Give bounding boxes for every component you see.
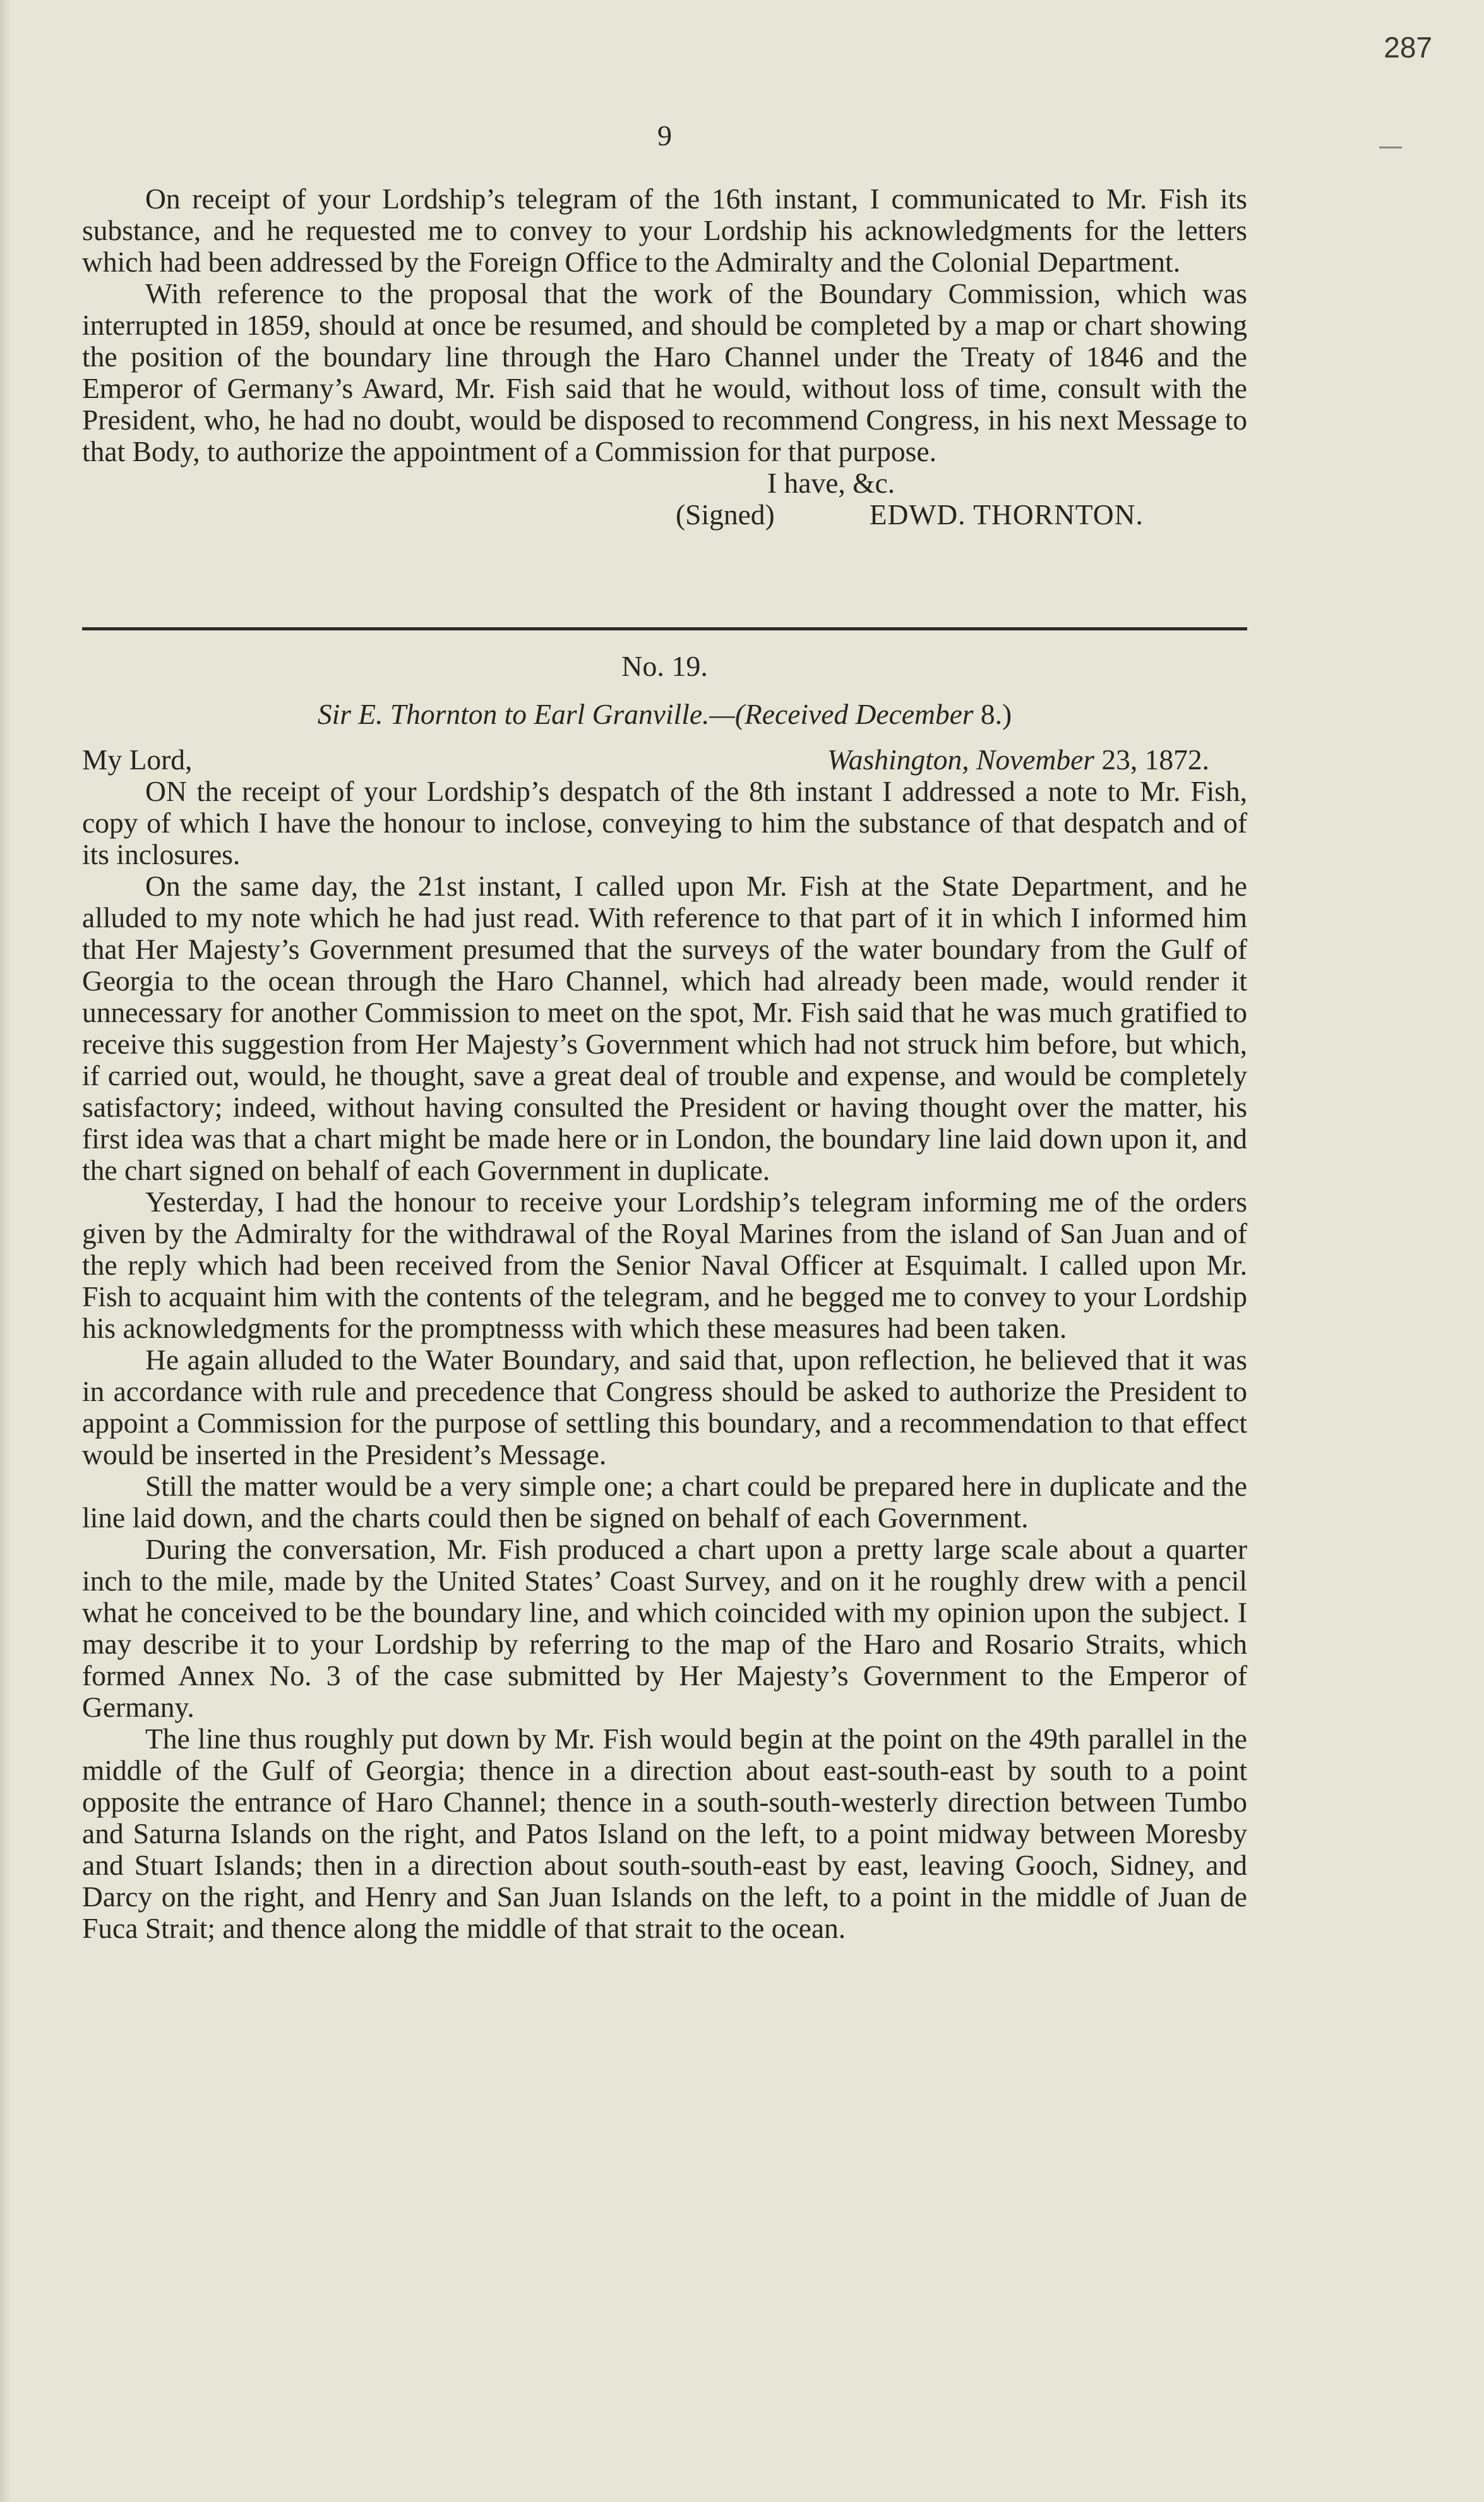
paragraph: Still the matter would be a very simple one; a chart could be prepared here in duplicate and the line laid down, and the charts could then be signed on behalf of each Government. xyxy=(82,1470,1247,1534)
paragraph: During the conversation, Mr. Fish produced a chart upon a pretty large scale about a quarter inch to the mile, made by the United States’ Coast Survey, and on it he roughly drew with a pencil what he conceived to be the boundary line, and which coincided with my opinion upon the subject. I may describe it to your Lordship by referring to the map of the Haro and Rosario Straits, which formed Annex No. 3 of the case submitted by Her Majesty’s Government to the Emperor of Germany. xyxy=(82,1533,1247,1723)
heading-date: 8.) xyxy=(973,698,1012,730)
section-divider xyxy=(82,627,1247,630)
previous-despatch-ending xyxy=(82,183,1247,531)
dateline-date: 23, 1872. xyxy=(1094,743,1209,776)
page-number: 9 xyxy=(657,119,672,152)
paragraph: He again alluded to the Water Boundary, and said that, upon reflection, he believed that it was in accordance with rule and precedence that Congress should be asked to authorize the President to appoint a Commission for the purpose of settling this boundary, and a recommendation to that effect would be inserted in the President’s Message. xyxy=(82,1344,1247,1471)
paragraph: On receipt of your Lordship’s telegram of the 16th instant, I communicated to Mr. Fish its substance, and he requested me to convey to your Lordship his acknowledgments for the letters which had been addressed by the Foreign Office to the Admiralty and the Colonial Department. xyxy=(82,183,1247,278)
signature-line xyxy=(82,499,1247,531)
document-number: No. 19. xyxy=(621,650,708,682)
margin-mark xyxy=(1379,147,1402,148)
paragraph: ON the receipt of your Lordship’s despatch of the 8th instant I addressed a note to Mr. Fish, copy of which I have the honour to inclose, conveying to him the substance of that despatch and of its inclosures. xyxy=(82,775,1247,870)
salutation-row xyxy=(82,744,1247,776)
dateline-place: Washington, November xyxy=(827,743,1094,776)
signed-label: (Signed) xyxy=(676,498,775,531)
dateline xyxy=(827,744,1247,776)
page-edge-shadow xyxy=(0,0,11,2502)
paragraph: The line thus roughly put down by Mr. Fish would begin at the point on the 49th parallel in the middle of the Gulf of Georgia; thence in a direction about east-south-east by south to a point opposite the entrance of Haro Channel; thence in a south-south-westerly direction between Tumbo and Saturna Islands on the right, and Patos Island on the left, to a point midway between Moresby and Stuart Islands; then in a direction about south-south-east by east, leaving Gooch, Sidney, and Darcy on the right, and Henry and San Juan Islands on the left, to a point in the middle of Juan de Fuca Strait; and thence along the middle of that strait to the ocean. xyxy=(82,1723,1247,1944)
archive-page-number: 287 xyxy=(1384,31,1432,64)
heading-text: Sir E. Thornton to Earl Granville.—(Received December xyxy=(317,698,974,730)
despatch-no-19 xyxy=(82,651,1247,1944)
paragraph: With reference to the proposal that the work of the Boundary Commission, which was interrupted in 1859, should at once be resumed, and should be completed by a map or chart showing the position of the boundary line through the Haro Channel under the Treaty of 1846 and the Emperor of Germany’s Award, Mr. Fish said that he would, without loss of time, consult with the President, who, he had no doubt, would be disposed to recommend Congress, in his next Message to that Body, to authorize the appointment of a Commission for that purpose. xyxy=(82,277,1247,467)
salutation: My Lord, xyxy=(82,743,193,776)
paragraph: On the same day, the 21st instant, I called upon Mr. Fish at the State Department, and he alluded to my note which he had just read. With reference to that part of it in which I informed him that Her Majesty’s Government presumed that the surveys of the water boundary from the Gulf of Georgia to the ocean through the Haro Channel, which had already been made, would render it unnecessary for another Commission to meet on the spot, Mr. Fish said that he was much gratified to receive this suggestion from Her Majesty’s Government which had not struck him before, but which, if carried out, would, he thought, save a great deal of trouble and expense, and would be completely satisfactory; indeed, without having consulted the President or having thought over the matter, his first idea was that a chart might be made here or in London, the boundary line laid down upon it, and the chart signed on behalf of each Government in duplicate. xyxy=(82,870,1247,1186)
signatory-name: EDWD. THORNTON. xyxy=(869,498,1144,531)
document-heading xyxy=(82,699,1247,730)
closing-formula: I have, &c. xyxy=(767,467,895,499)
paragraph: Yesterday, I had the honour to receive your Lordship’s telegram informing me of the orders given by the Admiralty for the withdrawal of the Royal Marines from the island of San Juan and of the reply which had been received from the Senior Naval Officer at Esquimalt. I called upon Mr. Fish to acquaint him with the contents of the telegram, and he begged me to convey to your Lordship his acknowledgments for the promptnesss with which these measures had been taken. xyxy=(82,1186,1247,1344)
